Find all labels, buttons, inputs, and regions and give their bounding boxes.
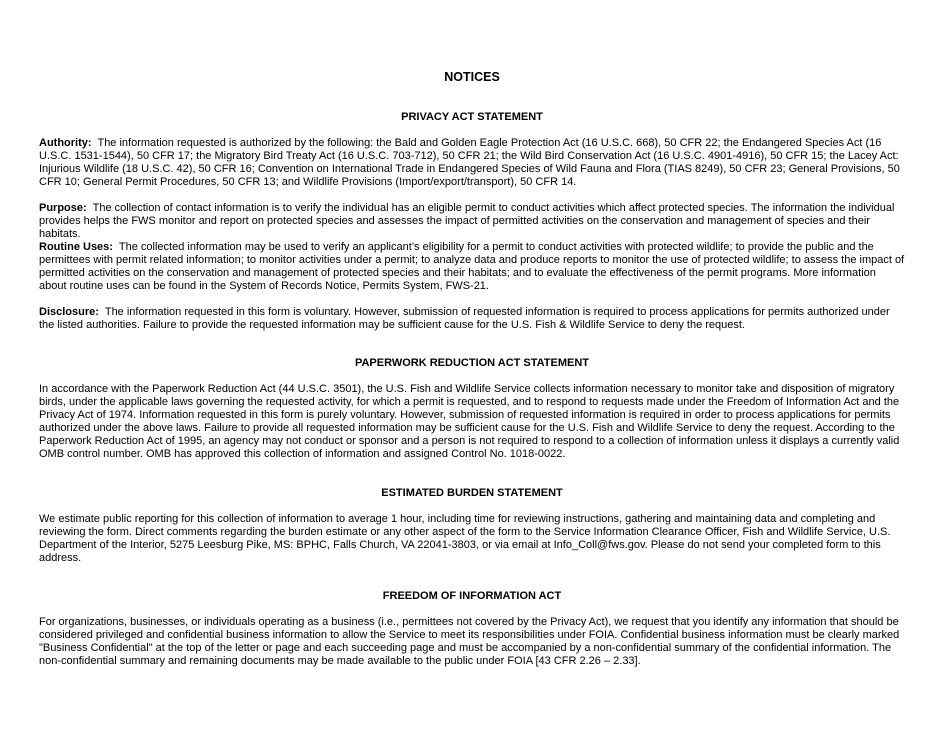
routine-uses-paragraph [39,241,905,293]
estimated-burden-heading: ESTIMATED BURDEN STATEMENT [381,487,563,499]
purpose-paragraph [39,202,905,241]
routine-uses-text: The collected information may be used to verify an applicant’s eligibility for a permit to conduct activities with protected wildlife; to provide the public and the permittees with permit related information; to monitor activities under a permit; to analyze data and produce reports to monitor the use of protected wildlife; to assess the impact of permitted activities on the conservation and management of protected species and their habitats; and to evaluate the effectiveness of the permit programs. More information about routine uses can be found in the System of Records Notice, Permits System, FWS-21. [39,241,905,292]
estimated-burden-paragraph: We estimate public reporting for this collection of information to average 1 hour, including time for reviewing instructions, gathering and maintaining data and completing and reviewing the form. Direct comments regarding the burden estimate or any other aspect of the form to the Service Information Clearance Officer, Fish and Wildlife Service, U.S. Department of the Interior, 5275 Leesburg Pike, MS: BPHC, Falls Church, VA 22041-3803, or via email at Info_Coll@fws.gov. Please do not send your completed form to this address. [39,513,891,564]
disclosure-label: Disclosure: [39,306,99,318]
foia-paragraph: For organizations, businesses, or individuals operating as a business (i.e., permittees not covered by the Privacy Act), we request that you identify any information that should be considered privileged and confidential business information to allow the Service to meet its responsibilities under FOIA. Confidential business information must be clearly marked "Business Confidential" at the top of the letter or page and each succeeding page and must be accompanied by a non-confidential summary of the confidential information. The non-confidential summary and remaining documents may be made available to the public under FOIA [43 CFR 2.26 – 2.33]. [39,616,900,667]
disclosure-paragraph [39,306,905,332]
purpose-text: The collection of contact information is to verify the individual has an eligible permit to conduct activities which affect protected species. The information the individual provides helps the FWS monitor and report on protected species and assesses the impact of permitted activities on the conservation and management of species and their habitats. [39,202,895,240]
privacy-act-heading: PRIVACY ACT STATEMENT [401,111,543,123]
routine-uses-label: Routine Uses: [39,241,113,253]
foia-heading: FREEDOM OF INFORMATION ACT [382,590,562,602]
page-title: NOTICES [444,70,500,84]
purpose-label: Purpose: [39,202,87,214]
authority-paragraph [39,137,905,189]
authority-label: Authority: [39,137,92,149]
authority-text: The information requested is authorized by the following: the Bald and Golden Eagle Protection Act (16 U.S.C. 668), 50 CFR 22; the Endangered Species Act (16 U.S.C. 1531-1544), 50 CFR 17; the Migratory Bird Treaty Act (16 U.S.C. 703-712), 50 CFR 21; the Wild Bird Conservation Act (16 U.S.C. 4901-4916), 50 CFR 15; the Lacey Act: Injurious Wildlife (18 U.S.C. 42), 50 CFR 16; Convention on International Trade in Endangered Species of Wild Fauna and Flora (TIAS 8249), 50 CFR 23; General Provisions, 50 CFR 10; General Permit Procedures, 50 CFR 13; and Wildlife Provisions (Import/export/transport), 50 CFR 14. [39,137,900,188]
paperwork-reduction-heading: PAPERWORK REDUCTION ACT STATEMENT [354,357,590,369]
disclosure-text: The information requested in this form is voluntary. However, submission of requested information is required to process applications for permits authorized under the listed authorities. Failure to provide the requested information may be sufficient cause for the U.S. Fish & Wildlife Service to deny the request. [39,306,890,331]
paperwork-reduction-paragraph: In accordance with the Paperwork Reduction Act (44 U.S.C. 3501), the U.S. Fish and Wildlife Service collects information necessary to monitor take and disposition of migratory birds, under the applicable laws governing the requested activity, for which a permit is requested, and to respond to requests made under the Freedom of Information Act and the Privacy Act of 1974. Information requested in this form is purely voluntary. However, submission of requested information is required in order to process applications for permits authorized under the above laws. Failure to provide all requested information may be sufficient cause for the U.S. Fish and Wildlife Service to deny the request. According to the Paperwork Reduction Act of 1995, an agency may not conduct or sponsor and a person is not required to respond to a collection of information unless it displays a currently valid OMB control number. OMB has approved this collection of information and assigned Control No. 1018-0022. [39,383,900,460]
